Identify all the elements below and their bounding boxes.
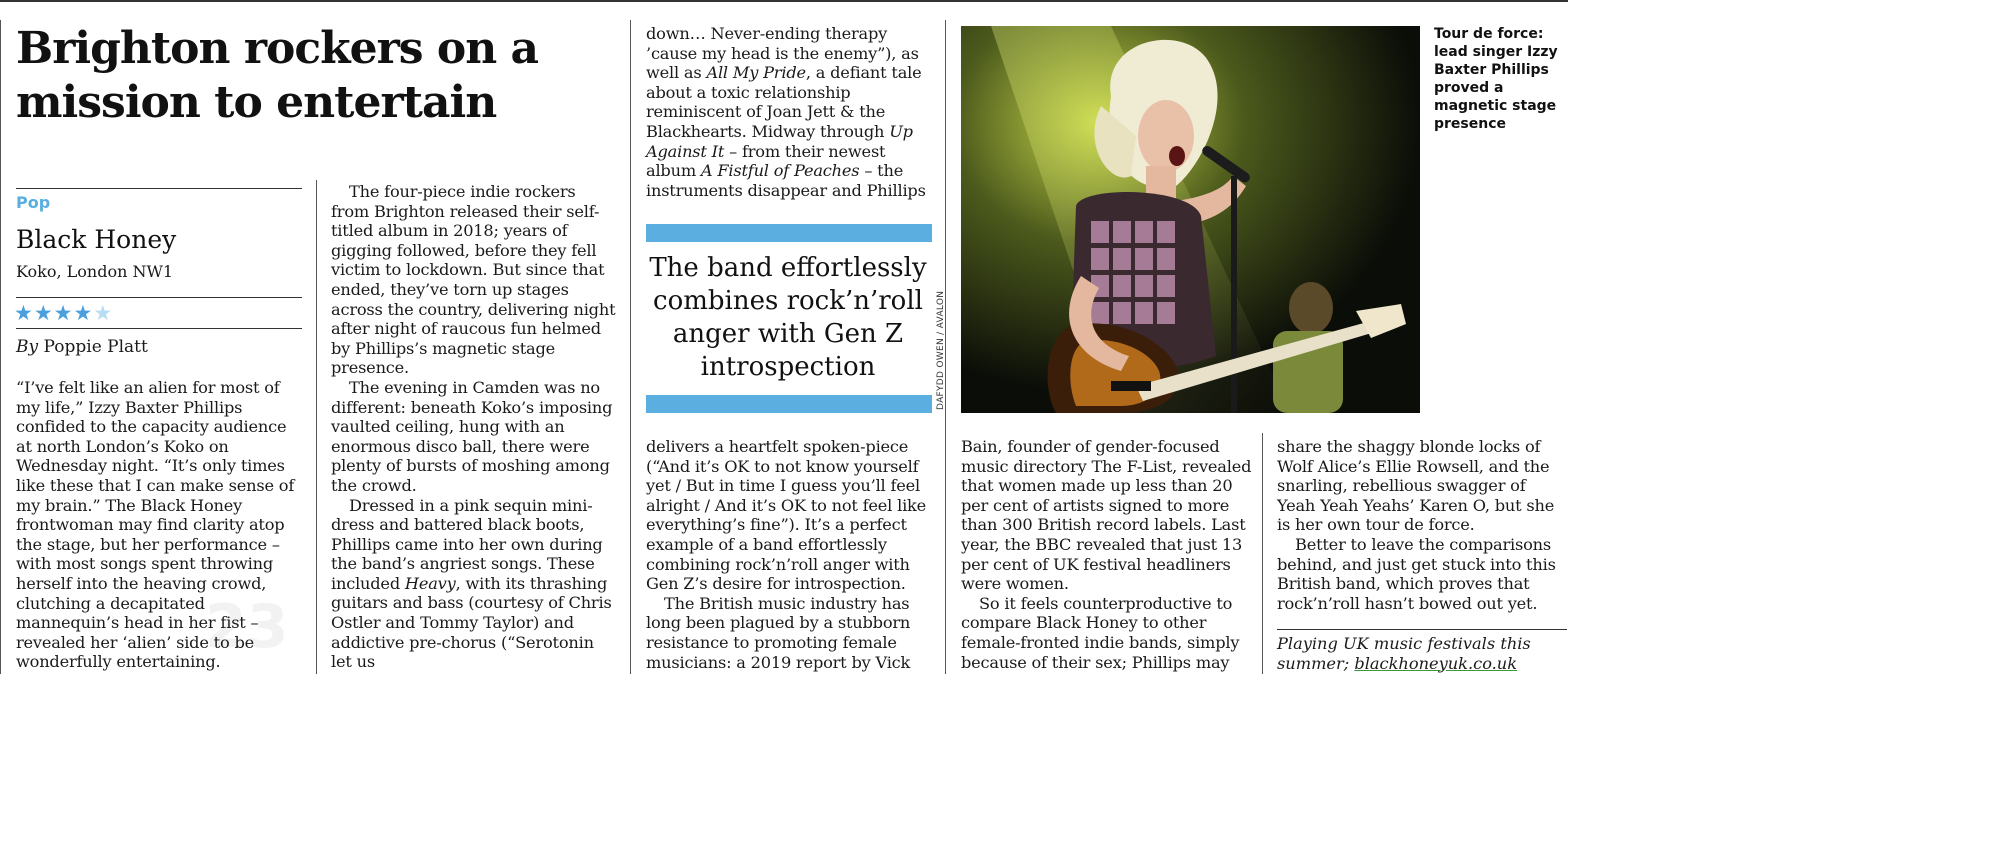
pullquote: The band effortlessly combines rock’n’roll anger with Gen Z introspection [649,253,927,382]
top-rule [0,0,1568,2]
body-paragraph: The British music industry has long been plagued by a stubborn resistance to promoting female musicians: a 2019 report by Vick [646,593,911,672]
star-icon: ★ [14,301,34,325]
ghost-page-number: 23 [205,592,289,662]
author-name: Poppie Platt [43,337,148,357]
body-column-3-bottom [646,437,936,672]
body-paragraph: “I’ve felt like an alien for most of my life,” Izzy Baxter Phillips confided to the capacity audience at north London’s Koko on Wednesday night. “It’s only times like these that I can make sense of my brain.” The Black Honey frontwoman may find clarity atop the stage, but her performance – with most songs spent throwing herself into the heaving crowd, clutching a decapitated mannequin’s head in her fist – revealed her ‘alien’ side to be wonderfully entertaining. [16,378,295,672]
pullquote-bar-bottom [646,395,932,413]
byline [16,336,148,358]
star-icon: ★ [33,301,54,325]
body-paragraph: share the shaggy blonde locks of Wolf Alice’s Ellie Rowsell, and the snarling, rebellious swagger of Yeah Yeah Yeahs’ Karen O, but she is her own tour de force. [1277,437,1555,535]
column-divider [1262,433,1263,674]
body-column-4 [961,437,1255,672]
photo-credit: DAFYDD OWEN / AVALON [936,290,946,410]
body-paragraph: The evening in Camden was no different: beneath Koko’s imposing vaulted ceiling, hung with an enormous disco ball, there were plenty of bursts of moshing among the crowd. [331,377,613,495]
body-column-2 [331,182,617,672]
body-paragraph: So it feels counterproductive to compare Black Honey to other female-fronted indie bands, simply because of their sex; Phillips may [961,593,1240,672]
photo-caption: Tour de force: lead singer Izzy Baxter Phillips proved a magnetic stage presence [1434,26,1558,132]
left-border [0,20,1,674]
song-title: All My Pride [706,63,806,83]
panel-rule [16,188,302,189]
body-column-1 [16,378,304,672]
column-divider [630,20,631,674]
footer-link[interactable]: blackhoneyuk.co.uk [1354,653,1518,673]
footer-note [1277,634,1567,673]
star-icon: ★ [73,301,94,325]
star-rating [14,300,113,326]
body-paragraph: delivers a heartfelt spoken-piece (“And it’s OK to not know yourself yet / But in time I guess you’ll feel alright / And it’s OK to not feel like everything’s fine”). It’s a perfect example of a band effortlessly combining rock’n’roll anger with Gen Z’s desire for introspection. [646,437,927,594]
column-divider [316,180,317,674]
star-icon: ★ [53,301,74,325]
panel-rule [16,328,302,329]
headline: Brighton rockers on a mission to entertain [16,23,539,128]
album-title: A Fistful of Peaches [700,161,860,181]
venue: Koko, London NW1 [16,262,174,281]
byline-prefix: By [16,337,39,357]
pullquote-bar-top [646,224,932,242]
footer-text: Playing UK music festivals this summer; [1277,634,1531,673]
body-paragraph: down… Never-ending therapy ’cause my head is the enemy”), as well as All My Pride, a defiant tale about a toxic relationship reminiscent of Joan Jett & the Blackhearts. Midway through Up Against It – from their newest album A Fistful of Peaches – the instruments disappear and Phillips [646,24,926,200]
category-label: Pop [16,193,51,212]
body-paragraph: Better to leave the comparisons behind, and just get stuck into this British band, which proves that rock’n’roll hasn’t bowed out yet. [1277,534,1556,613]
footer-rule [1277,629,1567,630]
body-paragraph: Bain, founder of gender-focused music directory The F-List, revealed that women made up less than 20 per cent of artists signed to more than 300 British record labels. Last year, the BBC revealed that just 13 per cent of UK festival headliners were women. [961,437,1252,594]
song-title: Up Against It [646,121,913,161]
body-paragraph: Dressed in a pink sequin mini-dress and battered black boots, Phillips came into her own during the band’s angriest songs. These included Heavy, with its thrashing guitars and bass (courtesy of Chris Ostler and Tommy Taylor) and addictive pre-chorus (“Serotonin let us [331,495,612,672]
body-paragraph: The four-piece indie rockers from Brighton released their self-titled album in 2018; years of gigging followed, before they fell victim to lockdown. But since that ended, they’ve torn up stages across the country, delivering night after night of raucous fun helmed by Phillips’s magnetic stage presence. [331,182,616,378]
body-column-5 [1277,437,1567,613]
song-title: Heavy [404,573,456,593]
body-column-3-top [646,24,936,200]
concert-photo-illustration [961,26,1420,413]
panel-rule [16,297,302,298]
band-name: Black Honey [16,225,177,254]
concert-photo [961,26,1420,413]
star-empty-icon: ★ [93,301,114,325]
